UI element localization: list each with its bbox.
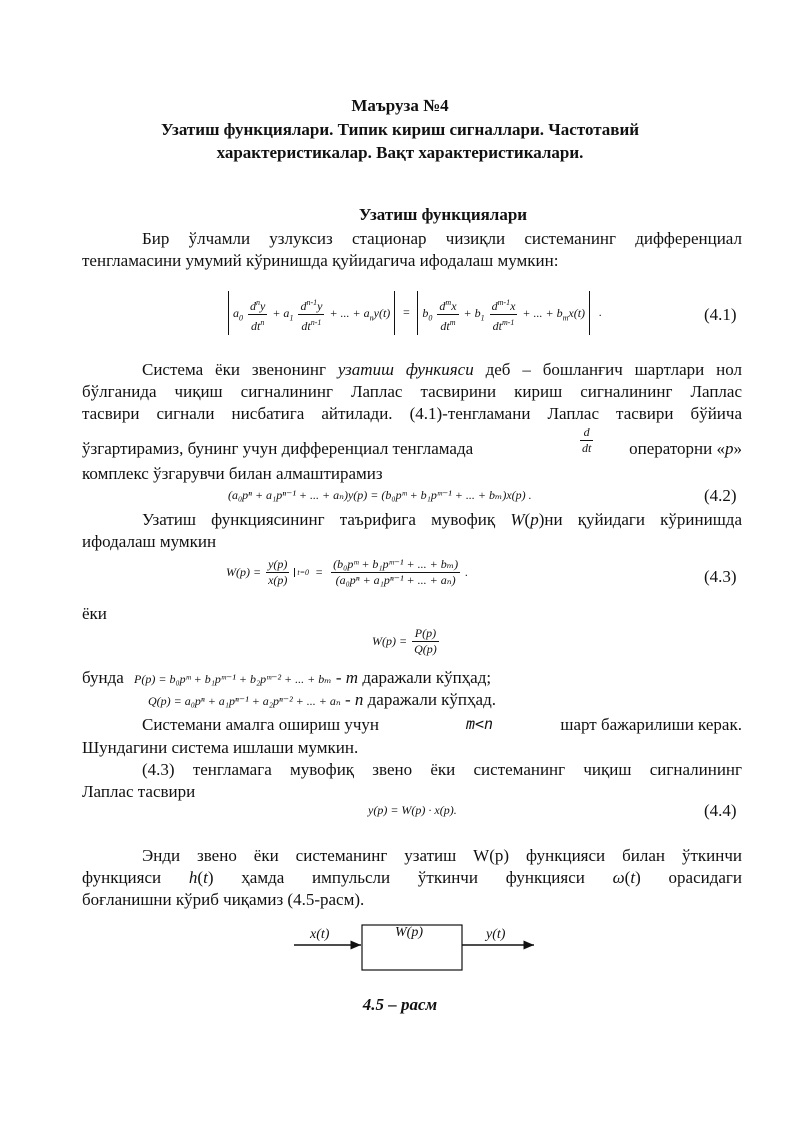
text-line: Лаплас тасвири	[82, 782, 196, 801]
paragraph-transfer	[82, 509, 742, 553]
lecture-number: Маъруза №4	[351, 96, 449, 115]
equation-4-2: (a₀pⁿ + a₁pⁿ⁻¹ + ... + aₙ)y(p) = (b₀pᵐ + b₁pᵐ⁻¹ + ... + bₘ)x(p) .	[228, 488, 532, 502]
equation-w-pq: W(p) = $\frac{P(p)}{Q(p)}$	[372, 626, 437, 656]
equation-number-4-3: (4.3)	[704, 567, 737, 586]
equation-number-4-2: (4.2)	[704, 486, 737, 505]
equation-number-4-1: (4.1)	[704, 305, 737, 324]
equation-4-3: W(p) = $\frac{y(p)}{x(p)}$ t=0 = $\frac{\text{(b₀pᵐ + b₁pᵐ⁻¹ + ... + bₘ)}}{\text{(a₀pⁿ + a₁pⁿ⁻¹ + ... + aₙ)}}$ .	[226, 557, 469, 587]
paragraph-definition	[82, 359, 742, 425]
d-dt-fraction: $\frac{d}{dt}$	[582, 425, 592, 455]
text-line: боғланишни кўриб чиқамиз (4.5-расм).	[82, 890, 365, 909]
paragraph-condition-line2	[82, 737, 742, 759]
diagram-block-label: W(p)	[395, 925, 423, 940]
equation-4-1: $a_0$ $\frac{d^ny}{dt^n}$ + $a_1$ $\frac{d^{n-1}y}{dt^{n-1}}$ + ... + $a_ny(t) = b_0$ $\frac{d^mx}{dt^m}$ + $b_1$ $\frac{d^{m-1}x}{dt^{m-1}}$ + ... + $b_mx(t)$ .	[228, 291, 602, 339]
text-line: тасвири сигнали нисбатига айтилади. (4.1)-тенгламани Лаплас тасвири бўйича	[82, 404, 742, 423]
equation-4-4: y(p) = W(p) · x(p).	[368, 803, 457, 817]
word-eki: ёки	[82, 604, 107, 623]
text-line: Система ёки звенонинг узатиш функияси деб – бошланғич шартлари нол	[142, 360, 742, 379]
diagram-input-label: x(t)	[310, 927, 330, 942]
section-title: Узатиш функциялари	[358, 205, 528, 224]
text-line: бўлганида чиқиш сигналининг Лаплас тасвирини кириш сигналининг Лаплас	[82, 382, 742, 401]
text-line: (4.3) тенгламага мувофиқ звено ёки системанинг чиқиш сигналининг	[142, 760, 742, 779]
bunda-p-line: бунда P(p) = b₀pᵐ + b₁pᵐ⁻¹ + b₂pᵐ⁻² + ... + bₘ - m даражали кўпҳад;	[82, 668, 492, 687]
text-line: Энди звено ёки системанинг узатиш W(p) функцияси билан ўткинчи	[142, 846, 742, 865]
diagram-output-label: y(t)	[486, 927, 506, 942]
paragraph-intro	[82, 228, 742, 272]
lecture-title-line1: Узатиш функциялари. Типик кириш сигналлари. Частотавий	[160, 120, 640, 139]
paragraph-laplace	[82, 759, 742, 803]
bunda-q-line: Q(p) = a₀pⁿ + a₁pⁿ⁻¹ + a₂pⁿ⁻² + ... + aₙ - n даражали кўпҳад.	[148, 690, 496, 709]
lecture-title-line2: характеристикалар. Вақт характеристикалари.	[216, 143, 584, 162]
text-line: Узатиш функциясининг таърифига мувофиқ W(p)ни қуйидаги кўринишда	[142, 510, 742, 529]
paragraph-definition-end	[82, 463, 742, 485]
text-line: функцияси h(t) ҳамда импульсли ўткинчи функцияси ω(t) орасидаги	[82, 868, 742, 887]
eq-right-bracket: $b_0$ $\frac{d^mx}{dt^m}$ + $b_1$ $\frac{d^{m-1}x}{dt^{m-1}}$ + ... + $b_mx(t)$	[417, 291, 590, 335]
figure-caption: 4.5 – расм	[362, 995, 438, 1014]
text-line: Шундагини система ишлаши мумкин.	[82, 738, 359, 757]
equation-number-4-4: (4.4)	[704, 801, 737, 820]
eq-left-bracket: $a_0$ $\frac{d^ny}{dt^n}$ + $a_1$ $\frac{d^{n-1}y}{dt^{n-1}}$ + ... + $a_ny(t)$	[228, 291, 395, 335]
paragraph-relations	[82, 845, 742, 911]
paragraph-condition-line1: Системани амалга ошириш учун m<n шарт бажарилиши керак.	[142, 715, 742, 734]
text-line-operator: ўзгартирамиз, бунинг учун дифференциал тенгламада $\frac{d}{dt}$ операторни «p»	[82, 425, 742, 458]
text-line: ифодалаш мумкин	[82, 532, 217, 551]
text-line: Бир ўлчамли узлуксиз стационар чизиқли системанинг дифференциал	[142, 229, 742, 248]
text-line: тенгламасини умумий кўринишда қуйидагича ифодалаш мумкин:	[82, 251, 559, 270]
text-line: комплекс ўзгарувчи билан алмаштирамиз	[82, 464, 383, 483]
